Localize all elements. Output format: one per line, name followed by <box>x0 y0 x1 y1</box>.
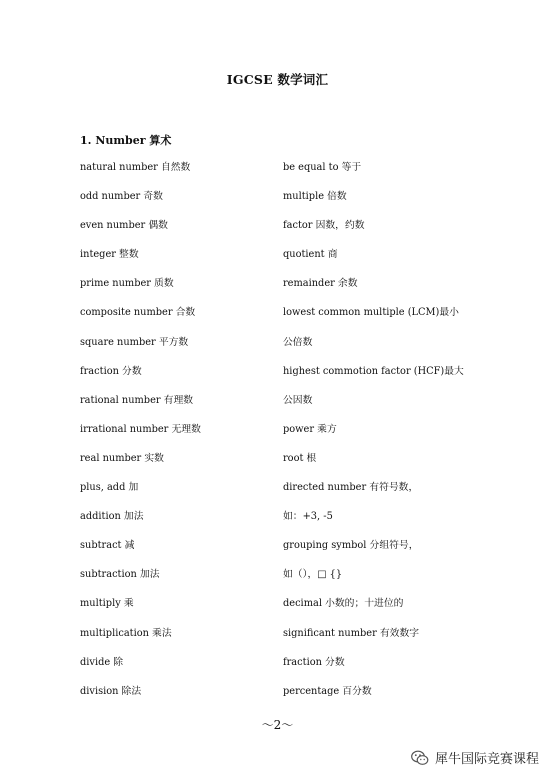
vocab-item: power 乘方 <box>283 423 337 435</box>
vocab-item: multiply 乘 <box>80 598 134 610</box>
vocab-item: quotient 商 <box>283 249 338 261</box>
vocab-item: fraction 分数 <box>283 656 345 668</box>
vocab-column-right <box>283 161 464 714</box>
vocab-item: divide 除 <box>80 656 124 668</box>
page-number: ～2～ <box>261 718 294 732</box>
vocab-item: rational number 有理数 <box>80 394 194 406</box>
watermark-text: 犀牛国际竞赛课程 <box>434 752 539 767</box>
vocab-item: remainder 余数 <box>283 278 358 290</box>
vocab-item: plus, add 加 <box>80 482 139 494</box>
vocab-item: odd number 奇数 <box>80 191 163 203</box>
vocab-item: multiplication 乘法 <box>80 627 172 639</box>
vocab-item: 公倍数 <box>283 336 313 348</box>
wechat-icon <box>411 750 429 766</box>
vocab-item: subtraction 加法 <box>80 569 160 581</box>
vocab-item: subtract 减 <box>80 540 135 552</box>
vocab-item: 公因数 <box>283 394 313 406</box>
vocab-item: decimal 小数的；十进位的 <box>283 598 404 610</box>
vocab-item: prime number 质数 <box>80 278 174 290</box>
vocab-item: 如：+3, -5 <box>283 511 333 523</box>
vocab-item: irrational number 无理数 <box>80 423 201 435</box>
vocab-column-left <box>80 161 201 714</box>
vocab-item: real number 实数 <box>80 452 164 464</box>
vocab-item: highest commotion factor (HCF)最大 <box>283 365 464 377</box>
vocab-item: natural number 自然数 <box>80 162 191 173</box>
vocab-item: addition 加法 <box>80 511 144 523</box>
vocab-item: root 根 <box>283 452 317 464</box>
vocab-item: integer 整数 <box>80 249 139 261</box>
vocab-item: fraction 分数 <box>80 365 142 377</box>
vocab-item: lowest common multiple (LCM)最小 <box>283 307 459 319</box>
vocab-item: be equal to 等于 <box>283 162 362 173</box>
source-watermark <box>411 748 539 767</box>
vocab-item: square number 平方数 <box>80 336 189 348</box>
document-title: IGCSE 数学词汇 <box>226 72 329 87</box>
vocab-item: multiple 倍数 <box>283 191 347 203</box>
vocab-item: composite number 合数 <box>80 307 196 319</box>
section-title: 1. Number 算术 <box>80 134 172 147</box>
vocab-item: percentage 百分数 <box>283 685 372 697</box>
vocab-item: even number 偶数 <box>80 220 168 232</box>
vocab-item: significant number 有效数字 <box>283 627 420 639</box>
vocab-item: 如（），□ {} <box>283 569 343 581</box>
vocab-item: grouping symbol 分组符号， <box>283 540 419 552</box>
vocab-item: division 除法 <box>80 685 142 697</box>
vocab-item: factor 因数，约数 <box>283 220 365 232</box>
vocab-item: directed number 有符号数， <box>283 482 419 494</box>
